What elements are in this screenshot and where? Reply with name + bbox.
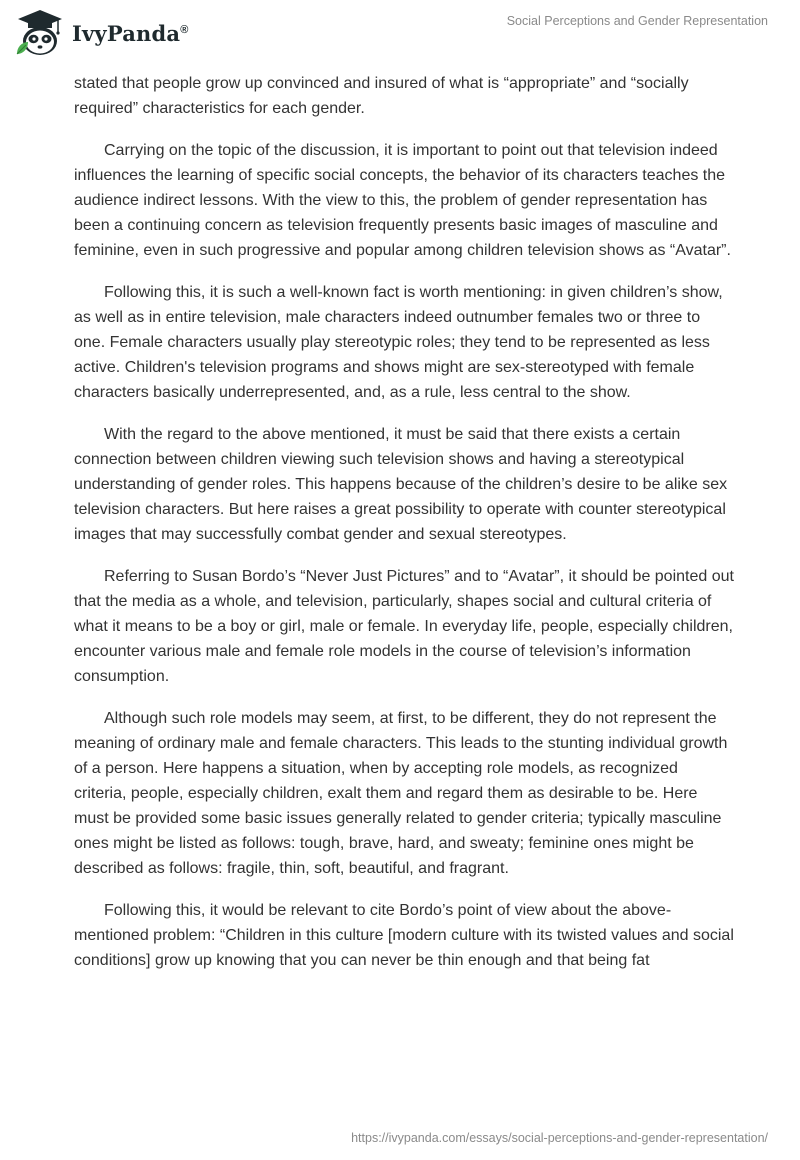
paragraph: Carrying on the topic of the discussion, it is important to point out that television indeed influences the learning of specific social concepts, the behavior of its characters teaches the audience indirect lessons. With the view to this, the problem of gender representation has been a continuing concern as television frequently presents basic images of masculine and feminine, even in such progressive and popular among children television shows as “Avatar”. [74, 142, 731, 259]
document-title: Social Perceptions and Gender Representation [506, 14, 768, 28]
page-header [0, 0, 800, 64]
essay-body [74, 71, 734, 990]
ivypanda-logo[interactable] [14, 8, 189, 58]
paragraph: Following this, it would be relevant to cite Bordo’s point of view about the above-mentioned problem: “Children in this culture [modern culture with its twisted values and social conditions] grow up knowing that you can never be thin enough and that being fat [74, 902, 734, 969]
paragraph: stated that people grow up convinced and insured of what is “appropriate” and “socially required” characteristics for each gender. [74, 75, 689, 117]
paragraph: Although such role models may seem, at first, to be different, they do not represent the meaning of ordinary male and female characters. This leads to the stunting individual growth of a person. Here happens a situation, when by accepting role models, as recognized criteria, people, especially children, exalt them and regard them as desirable to be. Here must be provided some basic issues generally related to gender criteria; typically masculine ones might be listed as follows: tough, brave, hard, and sweaty; feminine ones might be described as follows: fragile, thin, soft, beautiful, and fragrant. [74, 710, 728, 877]
paragraph: With the regard to the above mentioned, it must be said that there exists a certain connection between children viewing such television shows and having a stereotypical understanding of gender roles. This happens because of the children’s desire to be alike sex television characters. But here raises a great possibility to operate with counter stereotypical images that may successfully combat gender and sexual stereotypes. [74, 426, 728, 543]
paragraph: Referring to Susan Bordo’s “Never Just Pictures” and to “Avatar”, it should be pointed out that the media as a whole, and television, particularly, shapes social and cultural criteria of what it means to be a boy or girl, male or female. In everyday life, people, especially children, encounter various male and female role models in the course of television’s information consumption. [74, 568, 734, 685]
brand-name: IvyPanda® [72, 20, 189, 46]
panda-graduate-icon [14, 8, 66, 58]
paragraph: Following this, it is such a well-known fact is worth mentioning: in given children’s show, as well as in entire television, male characters indeed outnumber females two or three to one. Female characters usually play stereotypic roles; they tend to be represented as less active. Children's television programs and shows might are sex-stereotyped with female characters basically underrepresented, and, as a rule, less central to the show. [74, 284, 723, 401]
source-url[interactable]: https://ivypanda.com/essays/social-perceptions-and-gender-representation/ [351, 1131, 768, 1145]
